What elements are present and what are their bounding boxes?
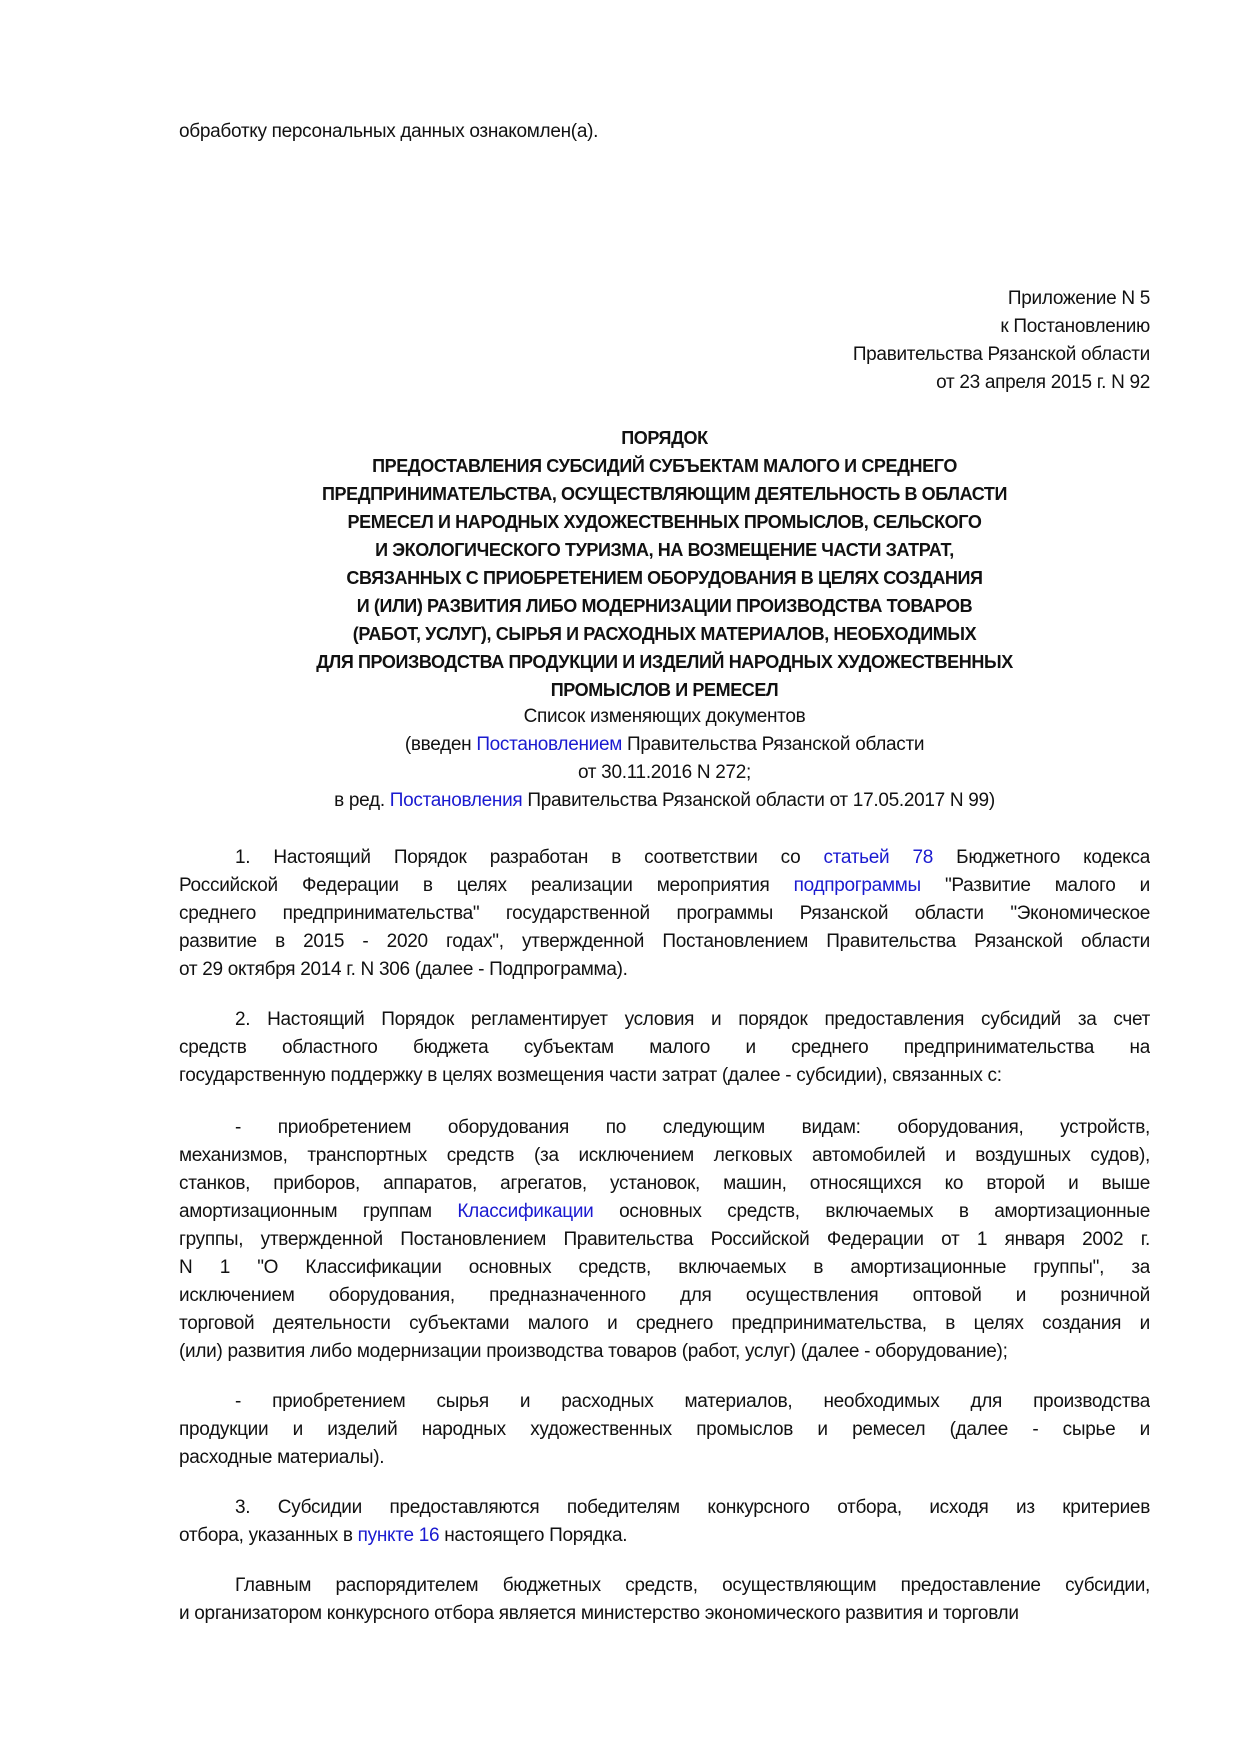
document-link[interactable]: Постановлением	[476, 734, 622, 755]
text-line	[179, 703, 1150, 731]
text-line	[179, 1114, 1150, 1142]
text-segment: Правительства Рязанской области	[622, 734, 925, 755]
text-segment: Российской Федерации в целях реализации мероприятия	[179, 875, 794, 896]
text-segment: ПРЕДОСТАВЛЕНИЯ СУБСИДИЙ СУБЪЕКТАМ МАЛОГО И СРЕДНЕГО	[372, 456, 957, 476]
text-segment: СВЯЗАННЫХ С ПРИОБРЕТЕНИЕМ ОБОРУДОВАНИЯ В ЦЕЛЯХ СОЗДАНИЯ	[346, 568, 983, 588]
text-segment: (введен	[404, 734, 477, 755]
text-segment: от 23 апреля 2015 г. N 92	[936, 372, 1150, 393]
text-segment: 2. Настоящий Порядок регламентирует условия и порядок предоставления субсидий за счет	[235, 1009, 1150, 1030]
text-line	[179, 285, 1150, 313]
text-line	[179, 1388, 1150, 1416]
text-segment: в ред.	[334, 790, 390, 811]
text-segment: от 29 октября 2014 г. N 306 (далее - Подпрограмма).	[179, 959, 628, 980]
text-line	[179, 1198, 1150, 1226]
title-line	[179, 424, 1150, 452]
title-line	[179, 592, 1150, 620]
text-segment: обработку персональных данных ознакомлен(а).	[179, 121, 599, 142]
text-line	[179, 341, 1150, 369]
text-segment: Список изменяющих документов	[523, 706, 806, 727]
text-segment: Правительства Рязанской области	[852, 344, 1150, 365]
text-segment: амортизационным группам	[179, 1201, 458, 1222]
text-segment: и организатором конкурсного отбора является министерство экономического развития и торговли	[179, 1603, 1019, 1624]
text-segment: "Развитие малого и	[920, 875, 1150, 896]
text-segment: группы, утвержденной Постановлением Правительства Российской Федерации от 1 января 2002 г.	[179, 1229, 1150, 1250]
text-line	[179, 1142, 1150, 1170]
text-line	[179, 900, 1150, 928]
document-link[interactable]: Постановления	[389, 790, 523, 811]
text-segment: 3. Субсидии предоставляются победителям конкурсного отбора, исходя из критериев	[235, 1497, 1150, 1518]
title-line	[179, 564, 1150, 592]
text-segment: РЕМЕСЕЛ И НАРОДНЫХ ХУДОЖЕСТВЕННЫХ ПРОМЫСЛОВ, СЕЛЬСКОГО	[347, 512, 982, 532]
document-link[interactable]: Классификации	[457, 1201, 594, 1222]
text-line	[179, 118, 1150, 146]
text-segment: государственную поддержку в целях возмещения части затрат (далее - субсидии), связанных с:	[179, 1065, 1002, 1086]
text-segment: механизмов, транспортных средств (за исключением легковых автомобилей и воздушных судов),	[179, 1145, 1150, 1166]
document-link[interactable]: статьей 78	[823, 847, 933, 868]
text-segment: отбора, указанных в	[179, 1525, 358, 1546]
text-segment: (РАБОТ, УСЛУГ), СЫРЬЯ И РАСХОДНЫХ МАТЕРИАЛОВ, НЕОБХОДИМЫХ	[352, 624, 977, 644]
text-segment: И ЭКОЛОГИЧЕСКОГО ТУРИЗМА, НА ВОЗМЕЩЕНИЕ ЧАСТИ ЗАТРАТ,	[375, 540, 954, 560]
text-line	[179, 313, 1150, 341]
text-line	[179, 1062, 1150, 1090]
text-line	[179, 1006, 1150, 1034]
text-line	[179, 1600, 1150, 1628]
text-line	[179, 1226, 1150, 1254]
text-segment: настоящего Порядка.	[439, 1525, 628, 1546]
text-segment: N 1 "О Классификации основных средств, включаемых в амортизационные группы", за	[179, 1257, 1150, 1278]
text-line	[179, 1522, 1150, 1550]
text-line	[179, 1254, 1150, 1282]
text-segment: исключением оборудования, предназначенного для осуществления оптовой и розничной	[179, 1285, 1150, 1306]
title-line	[179, 508, 1150, 536]
text-segment: продукции и изделий народных художественных промыслов и ремесел (далее - сырье и	[179, 1419, 1150, 1440]
text-line	[179, 1170, 1150, 1198]
text-line	[179, 369, 1150, 397]
text-line	[179, 1282, 1150, 1310]
text-segment: основных средств, включаемых в амортизационные	[593, 1201, 1150, 1222]
text-segment: Бюджетного кодекса	[933, 847, 1150, 868]
text-line	[179, 872, 1150, 900]
text-segment: ПРОМЫСЛОВ И РЕМЕСЕЛ	[550, 680, 779, 700]
text-segment: Правительства Рязанской области от 17.05.2017 N 99)	[522, 790, 995, 811]
document-link[interactable]: пункте 16	[357, 1525, 440, 1546]
text-segment: И (ИЛИ) РАЗВИТИЯ ЛИБО МОДЕРНИЗАЦИИ ПРОИЗВОДСТВА ТОВАРОВ	[356, 596, 973, 616]
title-line	[179, 620, 1150, 648]
title-line	[179, 536, 1150, 564]
text-line	[179, 787, 1150, 815]
text-segment: к Постановлению	[1000, 316, 1150, 337]
text-line	[179, 928, 1150, 956]
text-line	[179, 1338, 1150, 1366]
text-segment: (или) развития либо модернизации производства товаров (работ, услуг) (далее - оборудование);	[179, 1341, 1008, 1362]
title-line	[179, 676, 1150, 704]
title-line	[179, 480, 1150, 508]
text-line	[179, 1416, 1150, 1444]
text-segment: торговой деятельности субъектами малого и среднего предпринимательства, в целях создания и	[179, 1313, 1150, 1334]
title-line	[179, 452, 1150, 480]
text-segment: - приобретением сырья и расходных материалов, необходимых для производства	[235, 1391, 1150, 1412]
text-segment: среднего предпринимательства" государственной программы Рязанской области "Экономическое	[179, 903, 1150, 924]
text-line	[179, 731, 1150, 759]
text-segment: 1. Настоящий Порядок разработан в соответствии со	[235, 847, 824, 868]
text-line	[179, 956, 1150, 984]
text-segment: развитие в 2015 - 2020 годах", утвержденной Постановлением Правительства Рязанской области	[179, 931, 1150, 952]
text-segment: средств областного бюджета субъектам малого и среднего предпринимательства на	[179, 1037, 1150, 1058]
title-line	[179, 648, 1150, 676]
text-segment: ДЛЯ ПРОИЗВОДСТВА ПРОДУКЦИИ И ИЗДЕЛИЙ НАРОДНЫХ ХУДОЖЕСТВЕННЫХ	[316, 652, 1013, 672]
text-segment: расходные материалы).	[179, 1447, 385, 1468]
text-line	[179, 844, 1150, 872]
text-segment: Приложение N 5	[1007, 288, 1150, 309]
text-segment: Главным распорядителем бюджетных средств, осуществляющим предоставление субсидии,	[235, 1575, 1150, 1596]
text-line	[179, 1572, 1150, 1600]
text-segment: ПРЕДПРИНИМАТЕЛЬСТВА, ОСУЩЕСТВЛЯЮЩИМ ДЕЯТЕЛЬНОСТЬ В ОБЛАСТИ	[321, 484, 1008, 504]
text-line	[179, 759, 1150, 787]
text-segment: ПОРЯДОК	[621, 428, 708, 448]
text-line	[179, 1310, 1150, 1338]
text-segment: от 30.11.2016 N 272;	[577, 762, 752, 783]
text-line	[179, 1444, 1150, 1472]
text-line	[179, 1034, 1150, 1062]
text-line	[179, 1494, 1150, 1522]
document-link[interactable]: подпрограммы	[793, 875, 921, 896]
text-segment: станков, приборов, аппаратов, агрегатов, установок, машин, относящихся ко второй и выше	[179, 1173, 1150, 1194]
text-segment: - приобретением оборудования по следующим видам: оборудования, устройств,	[235, 1117, 1150, 1138]
